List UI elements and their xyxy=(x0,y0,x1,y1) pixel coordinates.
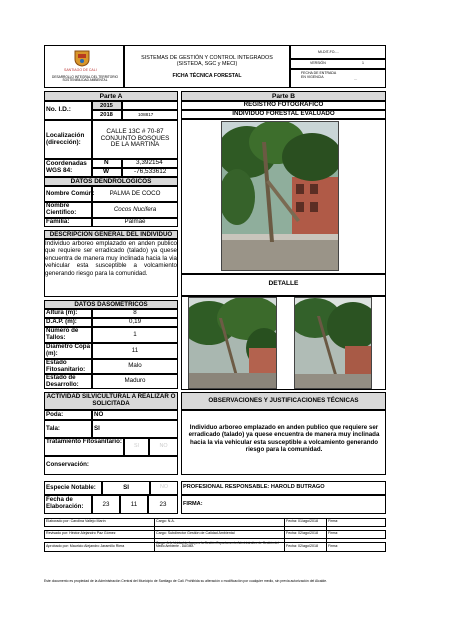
crown-label: Diametro Copa (m): xyxy=(46,343,91,357)
form-code: MI-DIT-FO-… xyxy=(318,50,340,54)
sig-2-cargo: Cargo: Subdirector Gestión de Calidad Ambiental xyxy=(156,531,235,535)
photo-title: REGISTRO FOTOGRÁFICO xyxy=(243,101,324,108)
elab-label: Fecha de Elaboración: xyxy=(46,496,84,510)
sig-col-line-2 xyxy=(284,518,285,552)
n-label: N xyxy=(104,159,109,166)
dasometric-title: DATOS DASOMÉTRICOS xyxy=(44,300,178,309)
sig-3-firma: Firma: xyxy=(328,544,339,548)
year-2018: 2018 xyxy=(100,112,113,118)
date-value: … xyxy=(354,77,358,81)
sig-1-firma: Firma: xyxy=(328,519,339,523)
scientific-label: Nombre Científico: xyxy=(46,202,77,216)
year-2015: 2015 xyxy=(100,103,113,109)
sig-3-fecha: Fecha: 02/ago/2018 xyxy=(286,544,318,548)
sig-2-firma: Firma: xyxy=(328,531,339,535)
w-value: -76,533612 xyxy=(134,168,167,175)
w-label: W xyxy=(103,168,110,175)
version-label: VERSIÓN xyxy=(310,61,326,65)
common-value: PALMA DE COCO xyxy=(109,190,161,197)
general-title: DESCRIPCIÓN GENERAL DEL INDIVIDUO xyxy=(44,230,178,239)
alcaldia-logo xyxy=(73,49,91,67)
detail-photo-1 xyxy=(188,297,277,389)
family-value: Palmae xyxy=(124,218,146,225)
location-label: Localización (dirección): xyxy=(46,132,85,146)
elab-year: 23 xyxy=(159,501,167,508)
dap-value: 0,19 xyxy=(128,318,142,325)
detail-title: DETALLE xyxy=(268,280,299,287)
poda-value-cell xyxy=(92,410,178,420)
logo-caption: DESARROLLO INTEGRAL DEL TERRITORIO SOSTENIBILIDAD AMBIENTAL xyxy=(52,75,118,83)
tala-value-cell xyxy=(92,420,178,438)
header-version-cell xyxy=(290,59,386,69)
id-label: No. I.D.: xyxy=(46,106,71,113)
phyto-value: Malo xyxy=(128,362,142,369)
notable-si: SI xyxy=(123,484,129,491)
poda-value: NO xyxy=(94,411,104,418)
firma-cell xyxy=(181,495,386,514)
sig-3-who: Aprobado por: Mauricio Alejandro Jaramillo Riera xyxy=(46,544,125,548)
trat-si: SI xyxy=(133,443,140,449)
logo-subtitle: SANTIAGO DE CALI xyxy=(64,68,97,72)
firma-label: FIRMA: xyxy=(183,501,203,507)
general-text: Individuo arboreo emplazado en anden publico que requiere ser erradicado (talado) ya quese encuentra de manera muy inclinada hacia la via vehicular esta susceptible a volcamiento generando riesgo para la comunidad. xyxy=(45,240,177,277)
phyto-label: Estado Fitosanitario: xyxy=(46,359,86,373)
dev-label: Estado de Desarrollo: xyxy=(46,374,79,388)
stems-value: 1 xyxy=(133,331,137,338)
dev-value: Maduro xyxy=(124,377,146,384)
observations-text: Individuo arboreo emplazado en anden publico que requiere ser erradicado (talado) ya quese encuentra de manera muy inclinada hacia la via vehicular esta susceptible a volcamiento generando riesgo para la comunidad. xyxy=(188,424,380,454)
tala-label: Tala: xyxy=(46,425,60,432)
notable-no: NO xyxy=(159,484,169,490)
poda-label: Poda: xyxy=(46,411,64,418)
elab-month: 11 xyxy=(130,501,138,508)
detail-photo-2 xyxy=(294,297,372,389)
coords-label: Coordenadas WGS 84: xyxy=(46,160,87,174)
sig-1-cargo: Cargo: N.A. xyxy=(156,519,175,523)
n-value: 3,392154 xyxy=(136,159,163,166)
scientific-value: Cocos Nucifera xyxy=(113,206,157,213)
disclaimer: Este documento es propiedad de la Administración Central del Municipio de Santiago de Cali. Prohibida su alteración o modificación por cualquier medio, sin previa autorización del Alcalde. xyxy=(44,579,328,583)
tala-value: SI xyxy=(94,425,100,432)
activity-title: ACTIVIDAD SILVICULTURAL A REALIZAR O SOLICITADA xyxy=(46,393,176,407)
trat-no: NO xyxy=(159,443,168,449)
sig-col-line-3 xyxy=(326,518,327,552)
version-value: 1 xyxy=(362,61,364,65)
sig-col-line-1 xyxy=(154,518,155,552)
date-label: FECHA DE ENTRADA EN VIGENCIA xyxy=(301,71,337,79)
sig-1-fecha: Fecha: 01/ago/2018 xyxy=(286,519,318,523)
height-label: Altura (m): xyxy=(46,309,78,316)
system-title: SISTEMAS DE GESTIÓN Y CONTROL INTEGRADOS (SISTEDA, SGC y MECI) xyxy=(141,55,273,67)
height-value: 8 xyxy=(133,309,137,316)
notable-label: Especie Notable: xyxy=(46,484,96,491)
family-label: Familia: xyxy=(46,218,70,225)
main-tree-photo xyxy=(221,121,339,271)
sig-2-who: Revisado por: Héctor Alejandro Paz Gómez xyxy=(46,531,116,535)
sig-3-cargo: Cargo: Jefe Unidad de Apoyo a la Gestión Departamento Administrativo de Gestión del Medio Ambiente - DAGMA xyxy=(156,541,279,549)
form-title: FICHA TÉCNICA FORESTAL xyxy=(172,73,242,79)
location-value: CALLE 13C # 70-87 CONJUNTO BOSQUES DE LA MARTINA xyxy=(100,128,170,149)
dap-label: D.A.P. (m): xyxy=(46,318,77,325)
stems-label: Número de Tallos: xyxy=(46,327,79,341)
sig-2-fecha: Fecha: 02/ago/2018 xyxy=(286,531,318,535)
id-value: 108817 xyxy=(138,112,154,117)
prof-label: PROFESIONAL RESPONSABLE: HAROLD BUTRAGO xyxy=(183,484,325,490)
common-label: Nombre Común: xyxy=(46,190,95,197)
trat-label: Tratamiento Fitosanitario: xyxy=(46,438,122,445)
parte-a-title: Parte A xyxy=(44,91,178,101)
elab-day: 23 xyxy=(102,501,110,508)
observations-title: OBSERVACIONES Y JUSTIFICACIONES TÉCNICAS xyxy=(208,397,359,404)
crown-value: 11 xyxy=(131,347,139,354)
year-2015-empty xyxy=(122,101,178,110)
parte-b-title: Parte B xyxy=(181,91,386,101)
photo-subtitle: INDIVIDUO FORESTAL EVALUADO xyxy=(232,110,335,117)
cons-label: Conservación: xyxy=(46,461,89,468)
sig-1-who: Elaborado por: Carolina Vallejo Marín xyxy=(46,519,106,523)
dendro-title: DATOS DENDROLOGICOS xyxy=(44,177,178,186)
